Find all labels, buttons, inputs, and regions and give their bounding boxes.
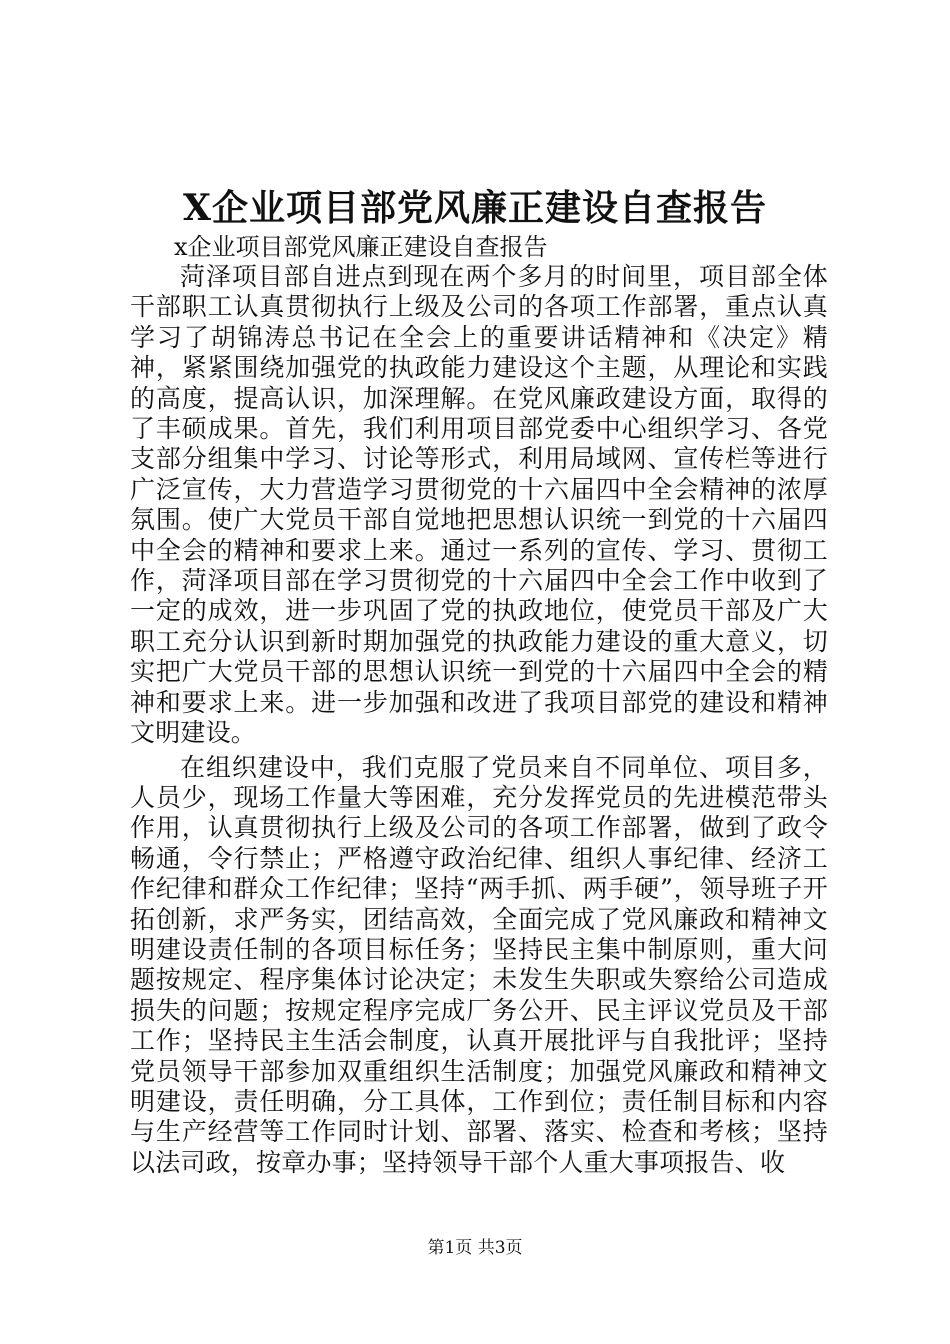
document-title: X企业项目部党风廉正建设自查报告 [183,187,767,229]
body-paragraph: 在组织建设中，我们克服了党员来自不同单位、项目多，人员少，现场工作量大等困难，充分发挥党员的先进模范带头作用，认真贯彻执行上级及公司的各项工作部署，做到了政令畅通，令行禁止；严格遵守政治纪律、组织人事纪律、经济工作纪律和群众工作纪律；坚持“两手抓、两手硬”，领导班子开拓创新，求严务实，团结高效，全面完成了党风廉政和精神文明建设责任制的各项目标任务；坚持民主集中制原则，重大问题按规定、程序集体讨论决定；未发生失职或失察给公司造成损失的问题；按规定程序完成厂务公开、民主评议党员及干部工作；坚持民主生活会制度，认真开展批评与自我批评；坚持党员领导干部参加双重组织生活制度；加强党风廉政和精神文明建设，责任明确，分工具体，工作到位；责任制目标和内容与生产经营等工作同时计划、部署、落实、检查和考核；坚持以法司政，按章办事；坚持领导干部个人重大事项报告、收 [130,752,828,1177]
page-number: 第1页 共3页 [427,1238,523,1258]
document-body [130,232,828,1178]
document-subtitle: x企业项目部党风廉正建设自查报告 [174,233,548,261]
body-paragraph: 菏泽项目部自进点到现在两个多月的时间里，项目部全体干部职工认真贯彻执行上级及公司的各项工作部署，重点认真学习了胡锦涛总书记在全会上的重要讲话精神和《决定》精神，紧紧围绕加强党的执政能力建设这个主题，从理论和实践的高度，提高认识，加深理解。在党风廉政建设方面，取得的了丰硕成果。首先，我们利用项目部党委中心组织学习、各党支部分组集中学习、讨论等形式，利用局域网、宣传栏等进行广泛宣传，大力营造学习贯彻党的十六届四中全会精神的浓厚氛围。使广大党员干部自觉地把思想认识统一到党的十六届四中全会的精神和要求上来。通过一系列的宣传、学习、贯彻工作，菏泽项目部在学习贯彻党的十六届四中全会工作中收到了一定的成效，进一步巩固了党的执政地位，使党员干部及广大职工充分认识到新时期加强党的执政能力建设的重大意义，切实把广大党员干部的思想认识统一到党的十六届四中全会的精神和要求上来。进一步加强和改进了我项目部党的建设和精神文明建设。 [130,262,828,748]
